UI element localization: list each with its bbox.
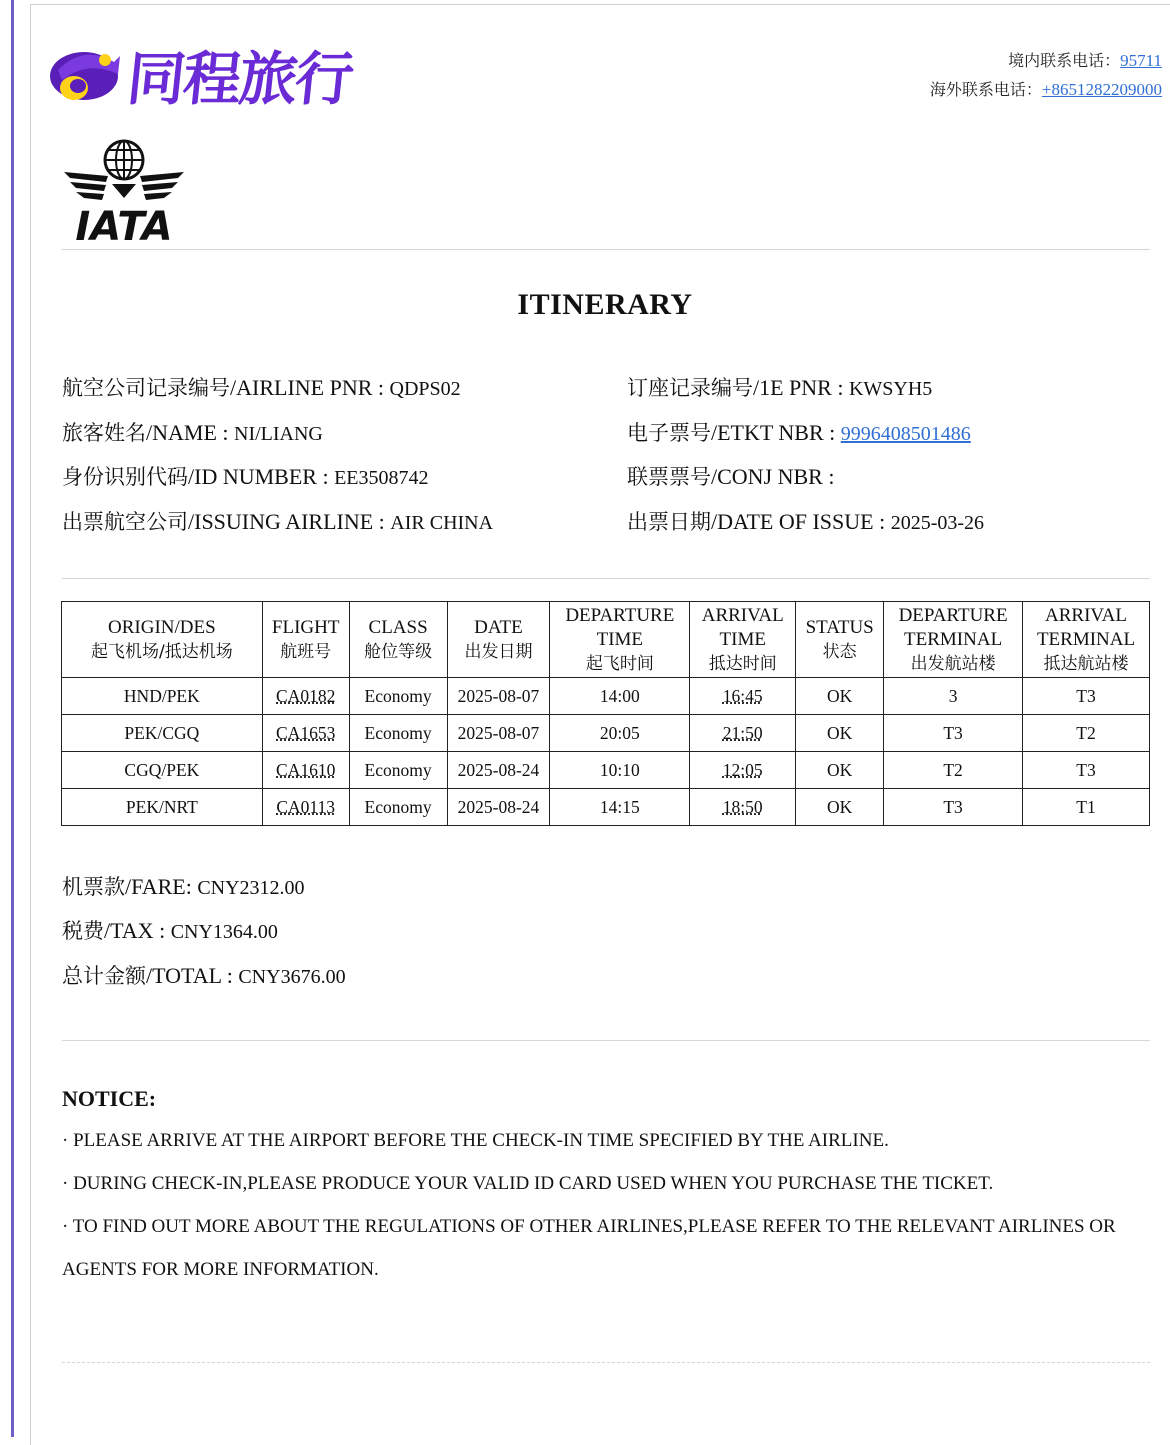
header-arrival-time-zh: 抵达时间 [708,653,777,674]
header-status-zh: 状态 [822,641,857,662]
etkt-line [627,417,971,447]
cell-departure-terminal: 3 [884,678,1023,715]
brand-logo [48,38,356,113]
cell-status: OK [796,789,884,826]
overseas-contact [930,75,1162,104]
header-class-en: CLASS [368,616,428,638]
fare-label-en: /FARE: [125,874,198,899]
header-departure-time-en2: TIME [596,628,644,650]
table-row [62,678,1150,715]
cell-date: 2025-08-07 [447,715,550,752]
ie-pnr-label-zh: 订座记录编号 [627,376,753,400]
overseas-phone-link[interactable]: +8651282209000 [1041,80,1162,99]
cell-departure-time: 14:15 [550,789,690,826]
cell-arrival-terminal: T2 [1023,715,1150,752]
header-departure-terminal-zh: 出发航站楼 [910,653,996,674]
issuing-airline-line [62,506,493,536]
table-row [62,715,1150,752]
cell-departure-terminal: T2 [884,752,1023,789]
header-class-zh: 舱位等级 [364,641,433,662]
header-origin-des-zh: 起飞机场/抵达机场 [90,641,233,662]
cell-class: Economy [349,715,447,752]
header-status-en: STATUS [805,616,874,638]
header-flight [262,602,349,678]
divider-top [62,249,1150,250]
domestic-phone-label: 境内联系电话： [1008,51,1121,70]
issue-date-label-zh: 出票日期 [627,510,711,534]
header-arrival-time [690,602,796,678]
passenger-name-label-zh: 旅客姓名 [62,421,146,445]
flight-number-link[interactable]: CA0182 [276,685,336,706]
flight-number-link[interactable]: CA1610 [276,759,336,780]
table-row [62,789,1150,826]
passenger-name-value: NI/LIANG [234,423,323,445]
cell-class: Economy [349,789,447,826]
issuing-airline-label-en: /ISSUING AIRLINE : [188,509,391,534]
issuing-airline-label-zh: 出票航空公司 [62,510,188,534]
header-arrival-terminal-zh: 抵达航站楼 [1043,653,1129,674]
cell-status: OK [796,715,884,752]
overseas-phone-label: 海外联系电话： [929,80,1042,99]
passenger-name-label-en: /NAME : [146,420,234,445]
brand-name: 同程旅行 [123,45,356,113]
id-number-value: EE3508742 [334,467,429,489]
cell-origin-des: PEK/NRT [62,789,263,826]
arrival-time-link[interactable]: 12:05 [722,759,763,780]
iata-globe-wings-icon [62,138,186,244]
cell-origin-des: HND/PEK [62,678,263,715]
cell-status: OK [796,752,884,789]
contact-info [930,46,1162,104]
notice-item: · PLEASE ARRIVE AT THE AIRPORT BEFORE THE CHECK-IN TIME SPECIFIED BY THE AIRLINE. [62,1130,889,1151]
arrival-time-link[interactable]: 16:45 [722,685,763,706]
airline-pnr-value: QDPS02 [389,378,461,400]
cell-arrival-terminal: T3 [1023,678,1150,715]
arrival-time-link[interactable]: 21:50 [722,722,763,743]
cell-arrival-time [690,789,796,826]
conj-number-label-en: /CONJ NBR : [711,464,835,489]
cell-departure-terminal: T3 [884,715,1023,752]
header-origin-des [62,602,263,678]
cell-departure-time: 10:10 [550,752,690,789]
header-departure-terminal [884,602,1023,678]
cell-class: Economy [349,752,447,789]
id-number-label-zh: 身份识别代码 [62,465,188,489]
notice-title: NOTICE: [62,1086,157,1111]
tax-label-en: /TAX : [104,918,171,943]
header-origin-des-en: ORIGIN/DES [108,616,216,638]
issue-date-label-en: /DATE OF ISSUE : [711,509,891,534]
left-edge-bar [0,0,14,1437]
divider-bottom [62,1362,1150,1363]
cell-arrival-time [690,678,796,715]
flight-table [61,601,1150,826]
table-row [62,752,1150,789]
domestic-phone-link[interactable]: 95711 [1120,51,1162,70]
header-class [349,602,447,678]
page-title: ITINERARY [517,288,693,321]
cell-date: 2025-08-24 [447,789,550,826]
header-departure-terminal-en: DEPARTURE [898,604,1008,626]
id-number-line [62,461,429,491]
notice-item: · TO FIND OUT MORE ABOUT THE REGULATIONS OF OTHER AIRLINES,PLEASE REFER TO THE RELEVANT AIRLINES OR [62,1216,1116,1237]
header-date [447,602,550,678]
issue-date-value: 2025-03-26 [890,512,985,534]
cell-arrival-terminal: T1 [1023,789,1150,826]
cell-arrival-time [690,752,796,789]
total-value: CNY3676.00 [238,966,346,988]
total-label-zh: 总计金额 [62,964,146,988]
conj-number-label-zh: 联票票号 [627,465,711,489]
notice-item: · DURING CHECK-IN,PLEASE PRODUCE YOUR VALID ID CARD USED WHEN YOU PURCHASE THE TICKET. [62,1173,994,1194]
iata-logo [62,138,186,244]
total-label-en: /TOTAL : [146,963,239,988]
cell-date: 2025-08-07 [447,678,550,715]
etkt-number-link[interactable]: 9996408501486 [840,423,971,445]
cell-flight [262,752,349,789]
tax-value: CNY1364.00 [170,921,278,943]
cell-status: OK [796,678,884,715]
cell-flight [262,789,349,826]
etkt-label-zh: 电子票号 [627,421,711,445]
airline-pnr-label-en: /AIRLINE PNR : [230,375,390,400]
cell-arrival-time [690,715,796,752]
iata-logo-text: IATA [75,204,173,244]
header-flight-zh: 航班号 [280,641,332,662]
cell-origin-des: PEK/CGQ [62,715,263,752]
conj-number-line [627,461,834,491]
domestic-contact [930,46,1162,75]
id-number-label-en: /ID NUMBER : [188,464,335,489]
header-arrival-terminal [1023,602,1150,678]
header-flight-en: FLIGHT [271,616,340,638]
arrival-time-link[interactable]: 18:50 [722,796,763,817]
header-arrival-terminal-en: ARRIVAL [1045,604,1128,626]
header-date-en: DATE [474,616,523,638]
issue-date-line [627,506,984,536]
ie-pnr-label-en: /1E PNR : [753,375,849,400]
cell-origin-des: CGQ/PEK [62,752,263,789]
header-status [796,602,884,678]
fare-label-zh: 机票款 [62,875,125,899]
header-arrival-time-en: ARRIVAL [701,604,784,626]
cell-arrival-terminal: T3 [1023,752,1150,789]
flight-number-link[interactable]: CA0113 [276,796,335,817]
flight-number-link[interactable]: CA1653 [276,722,336,743]
cell-departure-time: 14:00 [550,678,690,715]
header-departure-time-zh: 起飞时间 [585,653,654,674]
ie-pnr-value: KWSYH5 [848,378,933,400]
airline-pnr-label-zh: 航空公司记录编号 [62,376,230,400]
cell-flight [262,678,349,715]
ie-pnr-line [627,372,932,402]
header-departure-terminal-en2: TERMINAL [904,628,1003,650]
header-arrival-time-en2: TIME [719,628,766,650]
notice-item: AGENTS FOR MORE INFORMATION. [62,1259,379,1280]
etkt-label-en: /ETKT NBR : [711,420,841,445]
flight-table-header-row [62,602,1150,678]
airline-pnr-line [62,372,461,402]
total-line [62,960,346,990]
header-arrival-terminal-en2: TERMINAL [1036,628,1136,650]
passenger-name-line [62,417,323,447]
fare-value: CNY2312.00 [197,877,305,899]
header-departure-time [550,602,690,678]
brand-mascot-icon [48,40,122,108]
cell-departure-terminal: T3 [884,789,1023,826]
divider-fare [62,1040,1150,1041]
header-departure-time-en: DEPARTURE [565,604,675,626]
tax-label-zh: 税费 [62,919,104,943]
cell-departure-time: 20:05 [550,715,690,752]
cell-date: 2025-08-24 [447,752,550,789]
tax-line [62,915,278,945]
header-date-zh: 出发日期 [464,641,533,662]
cell-flight [262,715,349,752]
cell-class: Economy [349,678,447,715]
divider-info [62,578,1150,579]
issuing-airline-value: AIR CHINA [390,512,494,534]
fare-line [62,871,305,901]
